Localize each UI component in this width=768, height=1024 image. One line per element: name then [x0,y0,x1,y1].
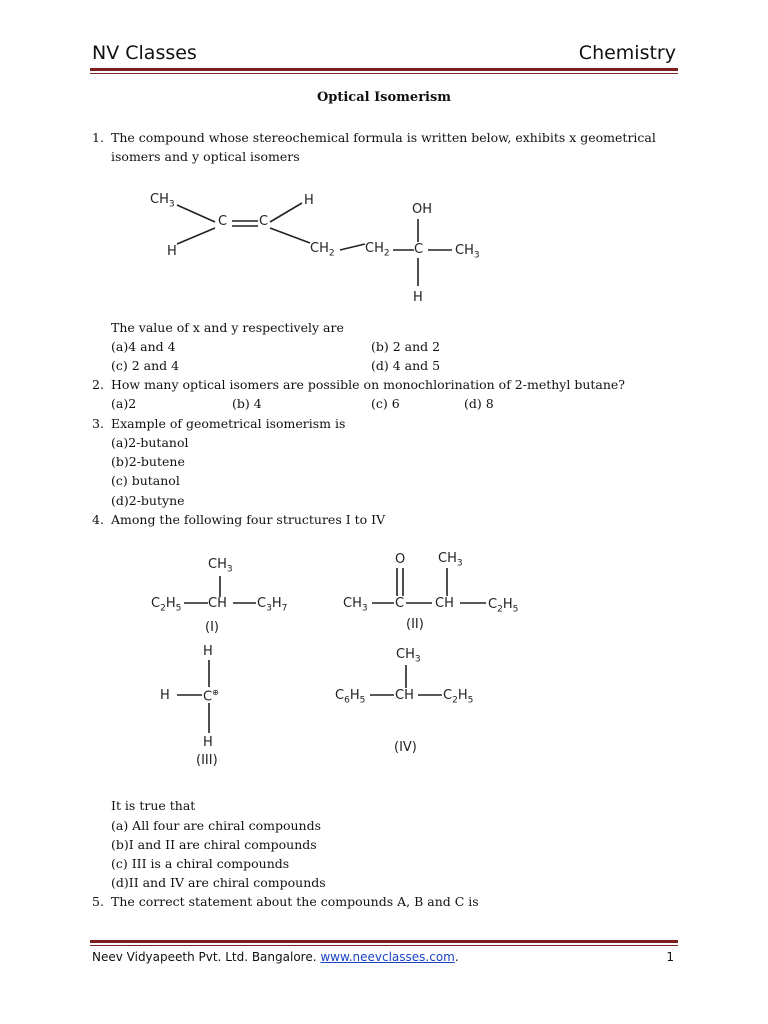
q1-text-line2: isomers and y optical isomers [111,149,300,164]
q1-option-c: (c) 2 and 4 [111,358,180,373]
q1-c2: C [259,214,269,229]
s4-c2h5: $C_2H_5$ [443,688,474,706]
s3-label: (III) [196,753,218,768]
q2-option-a: (a)2 [111,396,137,411]
q4-option-c: (c) III is a chiral compounds [111,856,290,871]
s2-ch: CH [435,596,454,611]
footer-text: Neev Vidyapeeth Pvt. Ltd. Bangalore. [92,950,321,964]
footer-link[interactable]: www.neevclasses.com [320,950,455,964]
footer-rule-thin [90,945,678,946]
s2-c: C [395,596,405,611]
s4-ch: CH [395,688,414,703]
q1-oh: OH [412,202,433,217]
s1-c3h7: $C_3H_7$ [257,596,288,614]
footer [92,950,459,964]
q5-text: The correct statement about the compounds A, B and C is [111,894,479,909]
s1-ch3: $CH_3$ [208,557,233,575]
q4-text: Among the following four structures I to IV [111,512,386,527]
footer-rule [90,940,678,943]
q4-option-d: (d)II and IV are chiral compounds [111,875,326,890]
q1-option-d: (d) 4 and 5 [371,358,441,373]
s2-ch3-left: $CH_3$ [343,596,368,614]
q1-ch2-a: $CH_2$ [310,241,335,259]
s1-c2h5: $C_2H_5$ [151,596,182,614]
q4-option-a: (a) All four are chiral compounds [111,818,321,833]
s1-label: (I) [205,620,219,635]
q1-ch3-left: $CH_3$ [150,192,175,210]
s3-h-top: H [203,644,213,659]
q1-h-left: H [167,244,177,259]
q1-c3: C [414,242,424,257]
header-left: NV Classes [92,42,197,64]
s1-ch: CH [208,596,227,611]
q2-option-d: (d) 8 [464,396,494,411]
s2-ch3-top: $CH_3$ [438,551,463,569]
s4-label: (IV) [394,740,417,755]
q2-text: How many optical isomers are possible on monochlorination of 2-methyl butane? [111,377,626,392]
s2-label: (II) [406,617,424,632]
q3-text: Example of geometrical isomerism is [111,416,346,431]
footer-dot: . [454,950,459,964]
header-right: Chemistry [578,42,676,64]
q1-option-b: (b) 2 and 2 [371,339,441,354]
q1-ch3-right: $CH_3$ [455,243,480,261]
s4-ch3: $CH_3$ [396,647,421,665]
s3-h-bottom: H [203,735,213,750]
q2-option-c: (c) 6 [371,396,400,411]
s3-h-left: H [160,688,170,703]
q4-ask: It is true that [111,798,196,813]
q1-ask: The value of x and y respectively are [111,320,344,335]
q1-option-a: (a)4 and 4 [111,339,176,354]
q3-option-b: (b)2-butene [111,454,185,469]
q4-number: 4. [92,512,104,527]
q1-number: 1. [92,130,104,145]
page-title: Optical Isomerism [316,90,452,105]
s4-c6h5: $C_6H_5$ [335,688,366,706]
q4-option-b: (b)I and II are chiral compounds [111,837,317,852]
q3-number: 3. [92,416,104,431]
q2-number: 2. [92,377,104,392]
s2-c2h5: $C_2H_5$ [488,597,519,615]
q1-h-right: H [304,193,314,208]
page-number: 1 [666,950,674,964]
s2-o: O [395,552,406,567]
q2-option-b: (b) 4 [232,396,262,411]
q3-option-d: (d)2-butyne [111,493,185,508]
q1-h-bottom: H [413,290,423,305]
q5-number: 5. [92,894,104,909]
s3-c-plus: C⊕ [203,688,219,705]
q1-text-line1: The compound whose stereochemical formula is written below, exhibits x geometrical [111,130,656,145]
q3-option-c: (c) butanol [111,473,180,488]
q3-option-a: (a)2-butanol [111,435,189,450]
q1-c1: C [218,214,228,229]
q1-ch2-b: $CH_2$ [365,241,390,259]
